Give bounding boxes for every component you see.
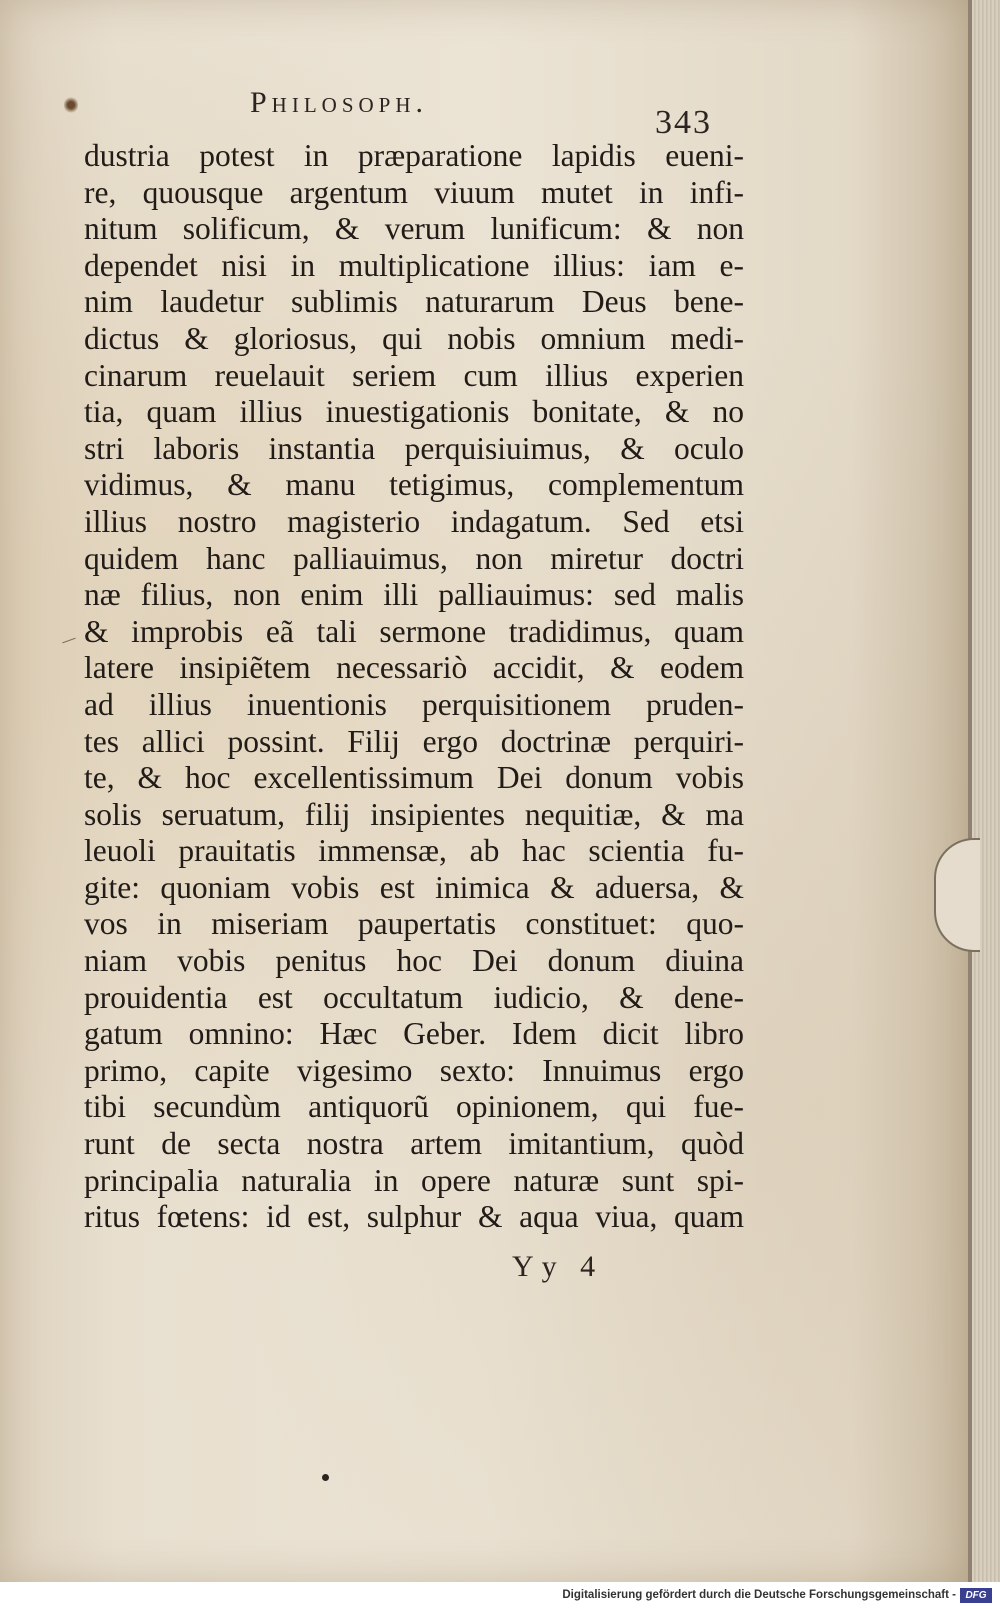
text-line: quidem hanc palliauimus, non miretur doctri xyxy=(84,540,744,576)
text-line: tes allici possint. Filij ergo doctrinæ perquiri- xyxy=(84,723,744,759)
body-text xyxy=(84,138,744,1236)
page-number: 343 xyxy=(655,104,712,141)
text-line: & improbis eã tali sermone tradidimus, quam xyxy=(84,613,744,649)
text-line: re, quousque argentum viuum mutet in infi- xyxy=(84,174,744,210)
book-page-edges xyxy=(971,0,1000,1582)
text-line: tibi secundùm antiquorũ opinionem, qui fue- xyxy=(84,1089,744,1125)
text-line: primo, capite vigesimo sexto: Innuimus ergo xyxy=(84,1052,744,1088)
text-line: nim laudetur sublimis naturarum Deus bene- xyxy=(84,284,744,320)
text-line: prouidentia est occultatum iudicio, & dene- xyxy=(84,979,744,1015)
text-line: ad illius inuentionis perquisitionem pruden- xyxy=(84,686,744,722)
text-line: illius nostro magisterio indagatum. Sed etsi xyxy=(84,503,744,539)
text-line: ritus fœtens: id est, sulphur & aqua viua, quam xyxy=(84,1199,744,1235)
text-line: runt de secta nostra artem imitantium, quòd xyxy=(84,1126,744,1162)
text-line: gite: quoniam vobis est inimica & aduersa, & xyxy=(84,869,744,905)
dfg-logo: DFG xyxy=(960,1588,992,1603)
text-line: cinarum reuelauit seriem cum illius experien xyxy=(84,357,744,393)
printer-dot xyxy=(322,1474,329,1481)
text-line: niam vobis penitus hoc Dei donum diuina xyxy=(84,943,744,979)
text-line: vos in miseriam paupertatis constituet: quo- xyxy=(84,906,744,942)
running-head: Philosoph. xyxy=(250,86,429,119)
text-line: principalia naturalia in opere naturæ sunt spi- xyxy=(84,1162,744,1198)
text-line: gatum omnino: Hæc Geber. Idem dicit libro xyxy=(84,1016,744,1052)
text-line: nitum solificum, & verum lunificum: & non xyxy=(84,211,744,247)
text-line: vidimus, & manu tetigimus, complementum xyxy=(84,467,744,503)
signature-mark: Yy 4 xyxy=(512,1250,604,1283)
text-line: dependet nisi in multiplicatione illius: iam e- xyxy=(84,247,744,283)
margin-mark xyxy=(62,638,75,644)
text-line: solis seruatum, filij insipientes nequitiæ, & ma xyxy=(84,796,744,832)
text-line: tia, quam illius inuestigationis bonitate, & no xyxy=(84,394,744,430)
text-line: næ filius, non enim illi palliauimus: sed malis xyxy=(84,577,744,613)
stain-mark xyxy=(64,96,78,114)
text-line: stri laboris instantia perquisiuimus, & oculo xyxy=(84,430,744,466)
text-line: dictus & gloriosus, qui nobis omnium medi- xyxy=(84,320,744,356)
text-line: dustria potest in præparatione lapidis eueni- xyxy=(84,138,744,173)
text-line: latere insipiẽtem necessariò accidit, & eodem xyxy=(84,650,744,686)
text-line: te, & hoc excellentissimum Dei donum vobis xyxy=(84,760,744,796)
digitization-credit: Digitalisierung gefördert durch die Deutsche Forschungsgemeinschaft - xyxy=(0,1582,1000,1609)
text-line: leuoli prauitatis immensæ, ab hac scientia fu- xyxy=(84,833,744,869)
clasp-tab xyxy=(934,838,980,952)
